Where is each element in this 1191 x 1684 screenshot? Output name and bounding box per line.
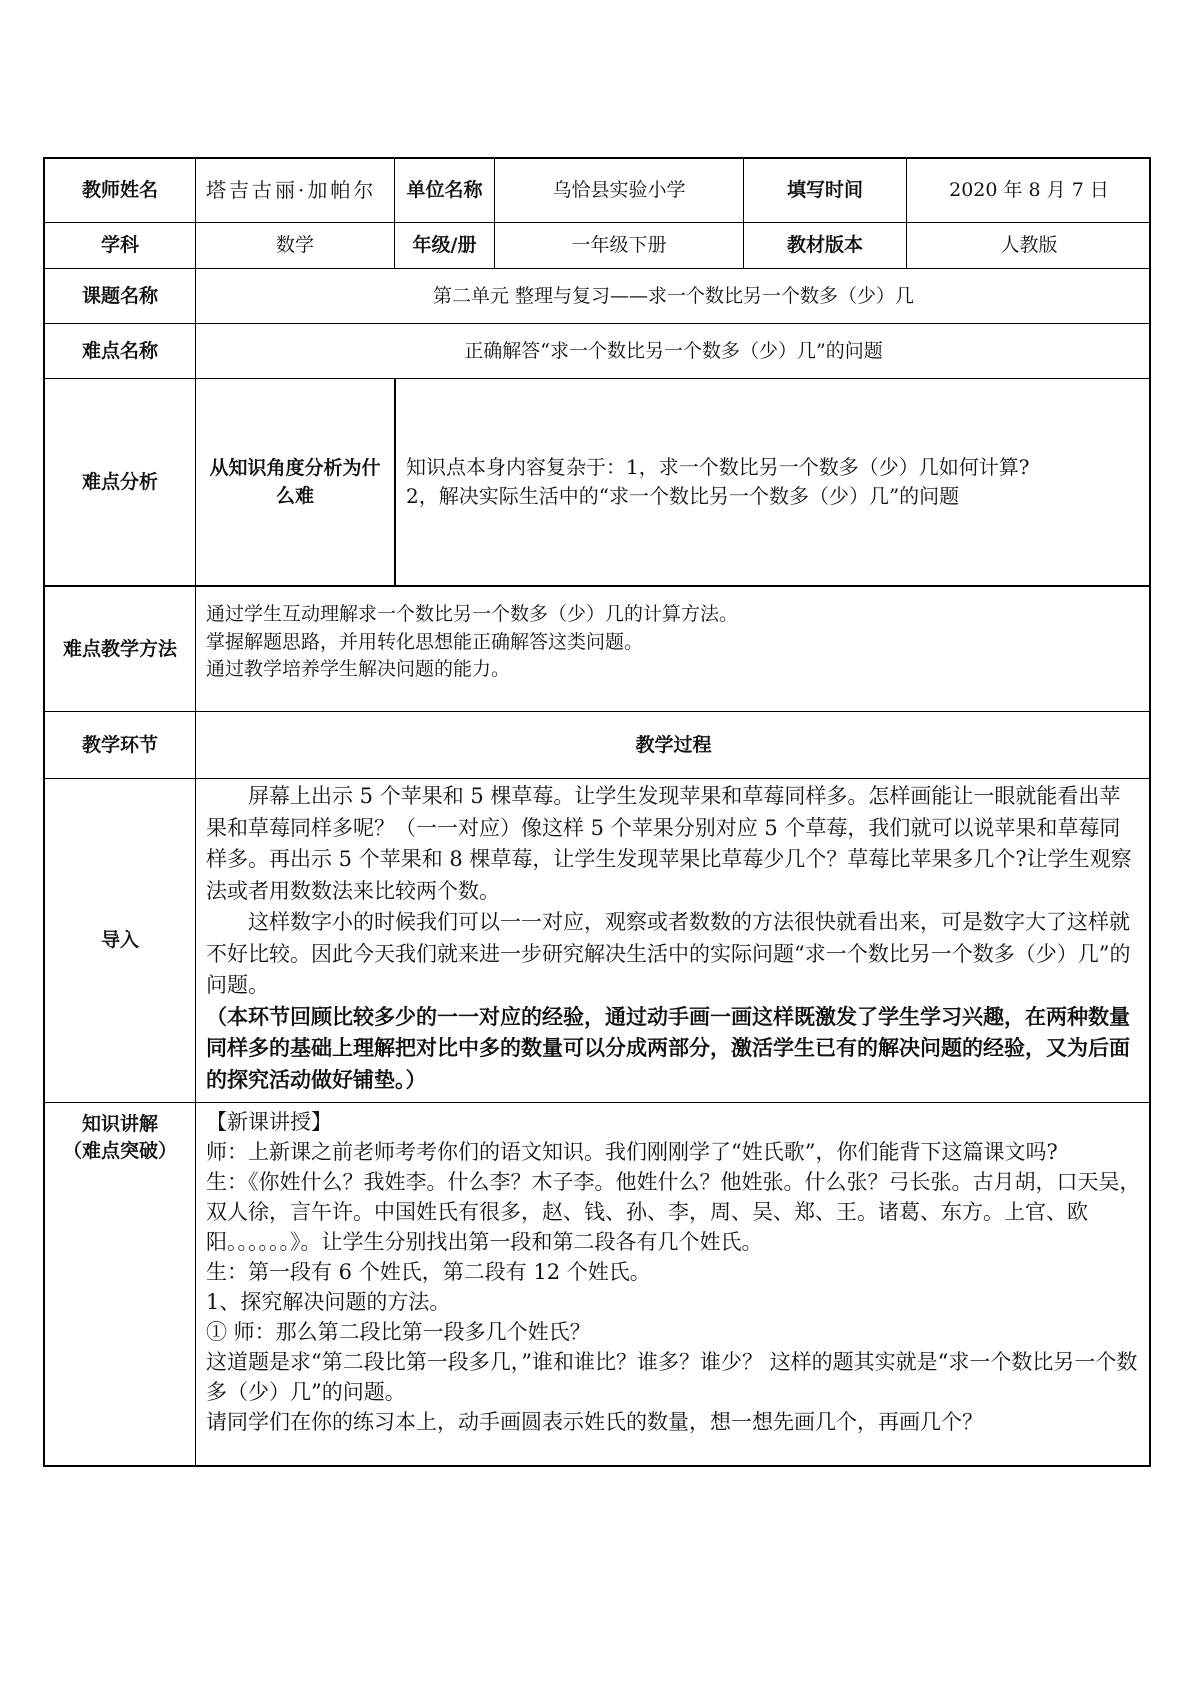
edition-label: 教材版本 bbox=[744, 223, 907, 269]
edition-value: 人教版 bbox=[907, 223, 1151, 269]
knowledge-line-2: 师：上新课之前老师考考你们的语文知识。我们刚刚学了“姓氏歌”，你们能背下这篇课文吗? bbox=[206, 1140, 1058, 1165]
process-label: 教学环节 bbox=[45, 712, 196, 779]
knowledge-label-line-1: 知识讲解 bbox=[81, 1113, 158, 1135]
grade-value: 一年级下册 bbox=[495, 223, 744, 269]
topic-value: 第二单元 整理与复习——求一个数比另一个数多（少）几 bbox=[196, 269, 1151, 324]
date-label: 填写时间 bbox=[744, 159, 907, 223]
difficulty-value: 正确解答“求一个数比另一个数多（少）几”的问题 bbox=[196, 324, 1151, 379]
knowledge-content-cell bbox=[196, 1103, 1151, 1467]
date-value: 2020 年 8 月 7 日 bbox=[907, 159, 1151, 223]
intro-paragraph-1: 屏幕上出示 5 个苹果和 5 棵草莓。让学生发现苹果和草莓同样多。怎样画能让一眼就能看出苹果和草莓同样多呢？（一一对应）像这样 5 个苹果分别对应 5 个草莓，我们就可以说苹果和草莓同样多。再出示 5 个苹果和 8 棵草莓，让学生发现苹果比草莓少几个？草莓比苹果多几个?让学生观察法或者用数数法来比较两个数。 bbox=[206, 784, 1132, 903]
teacher-value: 塔吉古丽·加帕尔 bbox=[206, 178, 377, 202]
difficulty-label: 难点名称 bbox=[45, 324, 196, 379]
unit-value: 乌恰县实验小学 bbox=[495, 159, 744, 223]
knowledge-line-6: ① 师：那么第二段比第一段多几个姓氏？ bbox=[206, 1320, 591, 1345]
knowledge-line-1: 【新课讲授】 bbox=[206, 1110, 332, 1134]
knowledge-label-cell bbox=[45, 1103, 196, 1467]
analysis-line-1: 知识点本身内容复杂于：1，求一个数比另一个数多（少）几如何计算? bbox=[406, 455, 1030, 479]
teacher-label: 教师姓名 bbox=[45, 159, 196, 223]
subject-label: 学科 bbox=[45, 223, 196, 269]
subject-value: 数学 bbox=[196, 223, 395, 269]
lesson-plan-table bbox=[43, 157, 1151, 1467]
topic-label: 课题名称 bbox=[45, 269, 196, 324]
intro-note: （本环节回顾比较多少的一一对应的经验，通过动手画一画这样既激发了学生学习兴趣，在两种数量同样多的基础上理解把对比中多的数量可以分成两部分，激活学生已有的解决问题的经验，又为后面的探究活动做好铺垫。） bbox=[206, 1004, 1130, 1092]
knowledge-line-8: 请同学们在你的练习本上，动手画圆表示姓氏的数量，想一想先画几个，再画几个？ bbox=[206, 1410, 983, 1435]
analysis-label: 难点分析 bbox=[45, 379, 196, 587]
intro-label: 导入 bbox=[45, 779, 196, 1103]
method-label: 难点教学方法 bbox=[45, 587, 196, 712]
process-value: 教学过程 bbox=[196, 712, 1151, 779]
intro-paragraph-2: 这样数字小的时候我们可以一一对应，观察或者数数的方法很快就看出来，可是数字大了这样就不好比较。因此今天我们就来进一步研究解决生活中的实际问题“求一个数比另一个数多（少）几”的问题。 bbox=[206, 910, 1131, 997]
analysis-content-cell bbox=[396, 379, 1151, 587]
knowledge-line-3: 生：《你姓什么？我姓李。什么李？木子李。他姓什么？他姓张。什么张？弓长张。古月胡，口天吴，双人徐，言午许。中国姓氏有很多，赵、钱、孙、李，周、吴、郑、王。诸葛、东方。上官、欧阳。。。。。。》。让学生分别找出第一段和第二段各有几个姓氏。 bbox=[206, 1170, 1141, 1255]
analysis-line-2: 2，解决实际生活中的“求一个数比另一个数多（少）几”的问题 bbox=[406, 484, 960, 508]
grade-label: 年级/册 bbox=[395, 223, 495, 269]
method-line-2: 掌握解题思路，并用转化思想能正确解答这类问题。 bbox=[206, 630, 644, 653]
knowledge-line-4: 生：第一段有 6 个姓氏，第二段有 12 个姓氏。 bbox=[206, 1260, 651, 1285]
unit-label: 单位名称 bbox=[395, 159, 495, 223]
knowledge-label-line-2: （难点突破） bbox=[62, 1139, 177, 1162]
method-line-3: 通过教学培养学生解决问题的能力。 bbox=[206, 658, 511, 681]
intro-content-cell bbox=[196, 779, 1151, 1103]
knowledge-line-7: 这道题是求“第二段比第一段多几，”谁和谁比？谁多？谁少？ 这样的题其实就是“求一个数比另一个数多（少）几”的问题。 bbox=[206, 1350, 1138, 1405]
method-content-cell bbox=[196, 587, 1151, 712]
knowledge-line-5: 1、探究解决问题的方法。 bbox=[206, 1290, 451, 1315]
method-line-1: 通过学生互动理解求一个数比另一个数多（少）几的计算方法。 bbox=[206, 603, 739, 625]
teacher-value-cell bbox=[196, 159, 395, 223]
analysis-sub-label: 从知识角度分析为什么难 bbox=[196, 379, 396, 587]
